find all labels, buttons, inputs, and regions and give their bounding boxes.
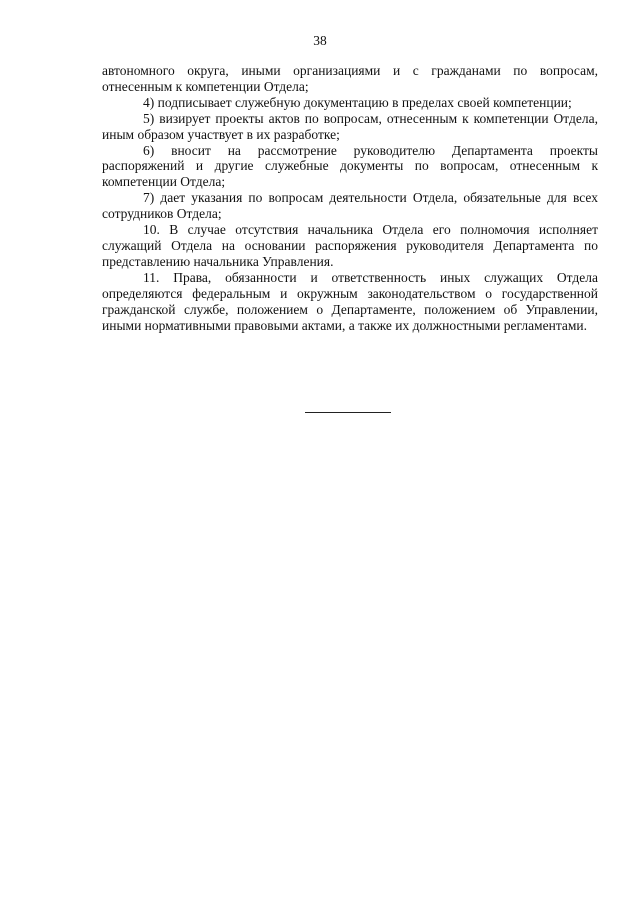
paragraph-clause-11: 11. Права, обязанности и ответственность иных служащих Отдела определяются федеральным и окружным законодательством о государственной гражданской службе, положением о Департаменте, положением об Управлении, иными нормативными правовыми актами, а также их должностными регламентами. [102, 269, 598, 333]
paragraph-clause-10: 10. В случае отсутствия начальника Отдела его полномочия исполняет служащий Отдела на основании распоряжения руководителя Департамента по представлению начальника Управления. [102, 222, 598, 269]
separator-line [305, 412, 391, 413]
paragraph-item-7: 7) дает указания по вопросам деятельности Отдела, обязательные для всех сотрудников Отдела; [102, 190, 598, 222]
paragraph-item-5: 5) визирует проекты актов по вопросам, отнесенным к компетенции Отдела, иным образом участвует в их разработке; [102, 110, 598, 142]
paragraph-item-4: 4) подписывает служебную документацию в пределах своей компетенции; [143, 94, 572, 110]
paragraph-item-6: 6) вносит на рассмотрение руководителю Департамента проекты распоряжений и другие служебные документы по вопросам, отнесенным к компетенции Отдела; [102, 142, 598, 190]
page-number: 38 [313, 33, 327, 48]
document-body [102, 63, 598, 333]
paragraph-continuation: автономного округа, иными организациями и с гражданами по вопросам, отнесенным к компетенции Отдела; [102, 63, 598, 94]
